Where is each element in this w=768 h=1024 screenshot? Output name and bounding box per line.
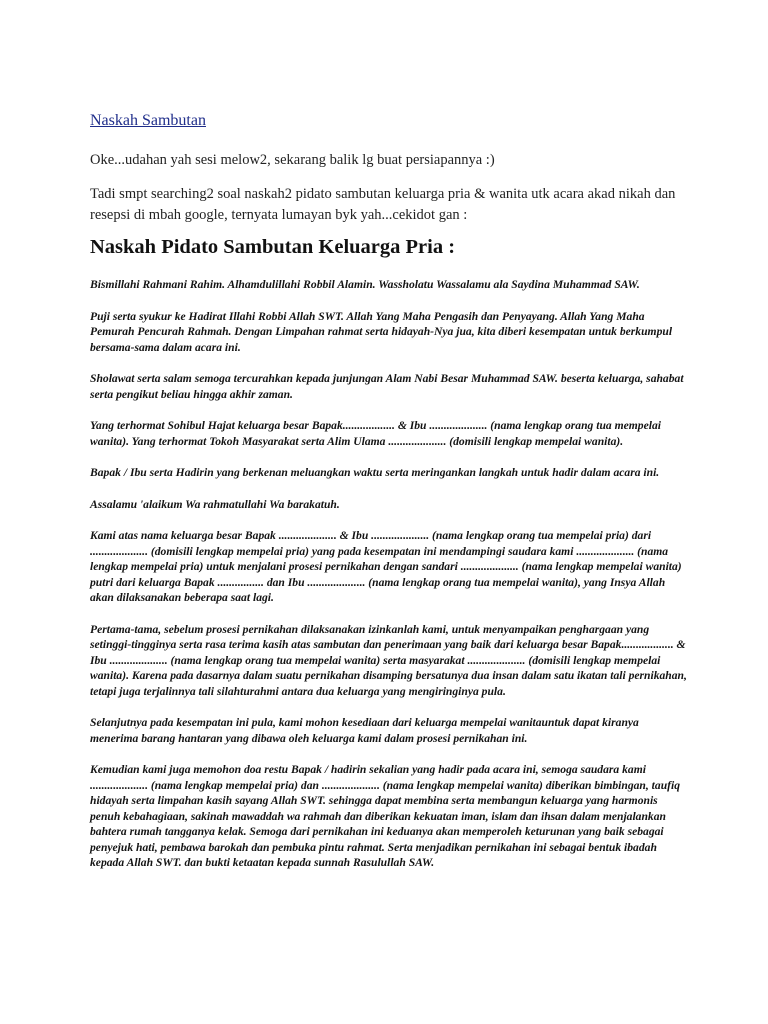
speech-paragraph-3: Sholawat serta salam semoga tercurahkan kepada junjungan Alam Nabi Besar Muhammad SAW. beserta keluarga, sahabat serta pengikut beliau hingga akhir zaman. [90, 372, 684, 401]
speech-paragraph-10: Kemudian kami juga memohon doa restu Bapak / hadirin sekalian yang hadir pada acara ini, semoga saudara kami .................... (nama lengkap mempelai pria) dan .................... (nama lengkap mempelai wanita) diberikan bimbingan, taufiq hidayah serta limpahan kasih sayang Allah SWT. sehingga dapat membina serta membangun keluarga yang harmonis penuh kebahagiaan, sakinah mawaddah wa rahmah dan diberikan kekuatan iman, islam dan ihsan dalam menjalankan bahtera rumah tangganya kelak. Semoga dari pernikahan ini keduanya akan memperoleh keturunan yang baik sebagai penyejuk hati, pembawa barokah dan pembuka pintu rahmat. Serta menjadikan pernikahan ini sebagai bentuk ibadah kepada Allah SWT. dan bukti ketaatan kepada sunnah Rasulullah SAW. [90, 763, 681, 869]
speech-paragraph-7: Kami atas nama keluarga besar Bapak .................... & Ibu .................... (nama lengkap orang tua mempelai pria) dari .................... (domisili lengkap mempelai pria) yang pada kesempatan ini mendampingi saudara kami .................... (nama lengkap mempelai pria) untuk menjalani prosesi pernikahan dengan sandari .................... (nama lengkap mempelai wanita) putri dari keluarga Bapak ................ dan Ibu .................... (nama lengkap orang tua mempelai wanita), yang Insya Allah akan dilaksanakan beberapa saat lagi. [90, 529, 682, 604]
speech-paragraph-1: Bismillahi Rahmani Rahim. Alhamdulillahi Robbil Alamin. Wassholatu Wassalamu ala Saydina Muhammad SAW. [90, 278, 640, 291]
intro-paragraph-1: Oke...udahan yah sesi melow2, sekarang balik lg buat persiapannya :) [90, 152, 495, 168]
speech-paragraph-5: Bapak / Ibu serta Hadirin yang berkenan meluangkan waktu serta meringankan langkah untuk hadir dalam acara ini. [90, 466, 660, 479]
speech-body [90, 277, 690, 887]
speech-paragraph-8: Pertama-tama, sebelum prosesi pernikahan dilaksanakan izinkanlah kami, untuk menyampaikan penghargaan yang setinggi-tingginya serta rasa terima kasih atas sambutan dan penerimaan yang baik dari keluarga besar Bapak.................. & Ibu .................... (nama lengkap orang tua mempelai wanita) serta masyarakat .................... (domisili lengkap mempelai wanita). Karena pada dasarnya dalam suatu pernikahan disamping bersatunya dua insan dalam satu ikatan tali pernikahan, tetapi juga terjalinnya tali silahturahmi antara dua keluarga yang mengiringinya pula. [90, 622, 687, 698]
post-title-link[interactable]: Naskah Sambutan [90, 112, 206, 129]
speech-paragraph-4: Yang terhormat Sohibul Hajat keluarga besar Bapak.................. & Ibu .................... (nama lengkap orang tua mempelai wanita). Yang terhormat Tokoh Masyarakat serta Alim Ulama .................... (domisili lengkap mempelai wanita). [90, 419, 661, 448]
intro-paragraph-2: Tadi smpt searching2 soal naskah2 pidato sambutan keluarga pria & wanita utk acara akad nikah dan resepsi di mbah google, ternyata lumayan byk yah...cekidot gan : [90, 186, 676, 223]
section-heading: Naskah Pidato Sambutan Keluarga Pria : [90, 236, 456, 258]
speech-paragraph-6: Assalamu 'alaikum Wa rahmatullahi Wa barakatuh. [90, 497, 340, 511]
speech-paragraph-2: Puji serta syukur ke Hadirat Illahi Robbi Allah SWT. Allah Yang Maha Pengasih dan Penyayang. Allah Yang Maha Pemurah Pencurah Rahmah. Dengan Limpahan rahmat serta hidayah-Nya jua, kita diberi kesempatan untuk berkumpul bersama-sama dalam acara ini. [90, 309, 673, 354]
speech-paragraph-9: Selanjutnya pada kesempatan ini pula, kami mohon kesediaan dari keluarga mempelai wanitauntuk dapat kiranya menerima barang hantaran yang dibawa oleh keluarga kami dalam prosesi pernikahan ini. [90, 716, 639, 745]
